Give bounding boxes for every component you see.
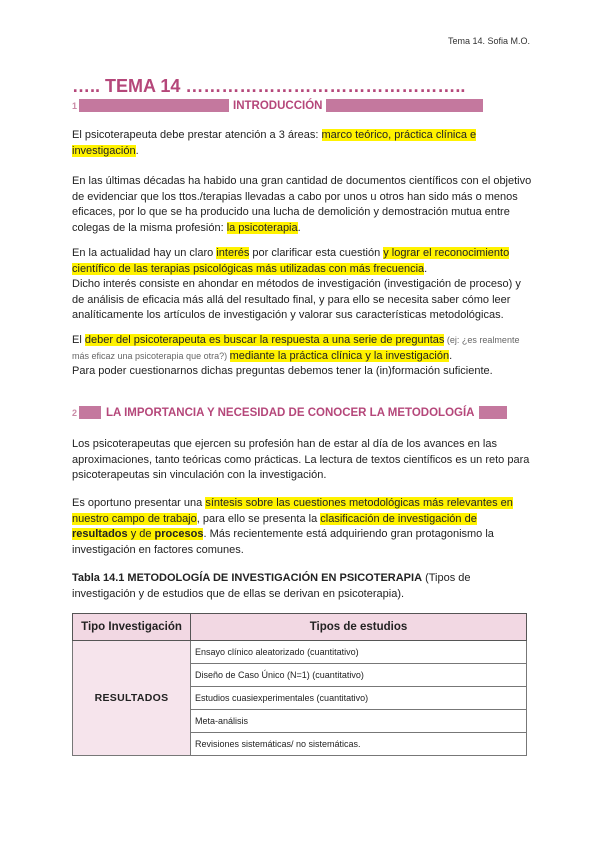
section-bar-left (79, 406, 101, 419)
metodologia-paragraph-2 (72, 496, 532, 558)
highlight: marco teórico, práctica clínica e investigación (72, 129, 477, 157)
highlight: clasificación de investigación de (320, 512, 477, 525)
section-number: 1 (72, 100, 78, 111)
section-bar-left (79, 99, 229, 112)
highlight: deber del psicoterapeuta es buscar la respuesta a una serie de preguntas (84, 334, 445, 346)
methodology-table (72, 613, 527, 756)
bold-term: resultados (72, 528, 128, 540)
text: . (424, 262, 428, 275)
text: En las últimas décadas ha habido una gran cantidad de documentos científicos con el objetivo de evidenciar que los ttos./terapias llevadas a cabo por unos u otros han sido más o menos eficaces, por lo que se ha producido una lucha de demolición y demostración mutua entre colegas de la misma profesión: (72, 175, 532, 234)
highlight: mediante la práctica clínica y la investigación (229, 349, 450, 362)
text: El (72, 334, 85, 346)
caption-text: (Tipos de investigación y de estudios que de ellas se derivan en psicoterapia). (72, 572, 471, 600)
section-title: INTRODUCCIÓN (233, 99, 323, 112)
text: El psicoterapeuta debe prestar atención a 3 áreas: (72, 129, 322, 141)
table-caption (72, 571, 532, 602)
section-number: 2 (72, 407, 78, 418)
bold-term: procesos (154, 528, 204, 540)
text: . Más recientemente está adquiriendo gran protagonismo la investigación en factores comunes. (72, 528, 494, 556)
text: Es oportuno presentar una (72, 497, 206, 509)
metodologia-paragraph-1: Los psicoterapeutas que ejercen su profesión han de estar al día de los avances en las aproximaciones, tanto teóricas como prácticas. La lectura de textos científicos es un reto para psicoterapeutas sin vinculación con la investigación. (72, 438, 530, 481)
text: por clarificar esta cuestión (249, 247, 384, 259)
page-header-author: Tema 14. Sofia M.O. (447, 36, 530, 46)
intro-paragraph-3 (72, 246, 532, 324)
intro-paragraph-2 (72, 174, 532, 236)
highlight: la psicoterapia (226, 221, 298, 234)
section-title: LA IMPORTANCIA Y NECESIDAD DE CONOCER LA METODOLOGÍA (106, 406, 475, 419)
table-cell: Diseño de Caso Único (N=1) (cuantitativo) (191, 664, 527, 687)
page-title: ….. TEMA 14 ……………………………………….. (72, 76, 466, 96)
text: En la actualidad hay un claro (72, 247, 217, 259)
text: . (297, 221, 301, 234)
example-note: (ej: ¿es realmente más eficaz una psicoterapia que otra?) (72, 335, 520, 361)
text: Dicho interés consiste en ahondar en métodos de investigación (investigación de proceso) y de análisis de eficacia más allá del resultado final, y para ello se necesita saber cómo leer analíticamente los artículos de investigación y valorar sus características metodológicas. (72, 278, 521, 321)
section-bar-right (326, 99, 483, 112)
section-heading-metodologia (72, 406, 507, 419)
table-row (73, 641, 527, 664)
text: y de (127, 528, 155, 540)
highlight: interés (216, 247, 250, 259)
column-header: Tipo Investigación (73, 614, 191, 641)
table-cell: Estudios cuasiexperimentales (cuantitativo) (191, 687, 527, 710)
caption-title: Tabla 14.1 METODOLOGÍA DE INVESTIGACIÓN EN PSICOTERAPIA (72, 572, 423, 584)
table-cell: Ensayo clínico aleatorizado (cuantitativo) (191, 641, 527, 664)
section-bar-right (479, 406, 507, 419)
text: . (449, 349, 453, 362)
intro-paragraph-4 (72, 333, 532, 380)
table-cell: Meta-análisis (191, 710, 527, 733)
table-cell: Revisiones sistemáticas/ no sistemáticas. (191, 733, 527, 756)
text: , para ello se presenta la (196, 512, 321, 525)
highlight (72, 528, 203, 540)
column-header: Tipos de estudios (191, 614, 527, 641)
table-header-row (73, 614, 527, 641)
intro-paragraph-1 (72, 128, 532, 159)
row-group-label: RESULTADOS (73, 641, 191, 756)
text: Para poder cuestionarnos dichas preguntas debemos tener la (in)formación suficiente. (72, 365, 493, 377)
section-heading-introduccion (72, 99, 483, 112)
highlight: síntesis sobre las cuestiones metodológicas más relevantes en nuestro campo de trabajo (72, 497, 513, 525)
text: . (135, 144, 139, 157)
highlight: y lograr el reconocimiento científico de las terapias psicológicas más utilizadas con más frecuencia (72, 247, 510, 275)
